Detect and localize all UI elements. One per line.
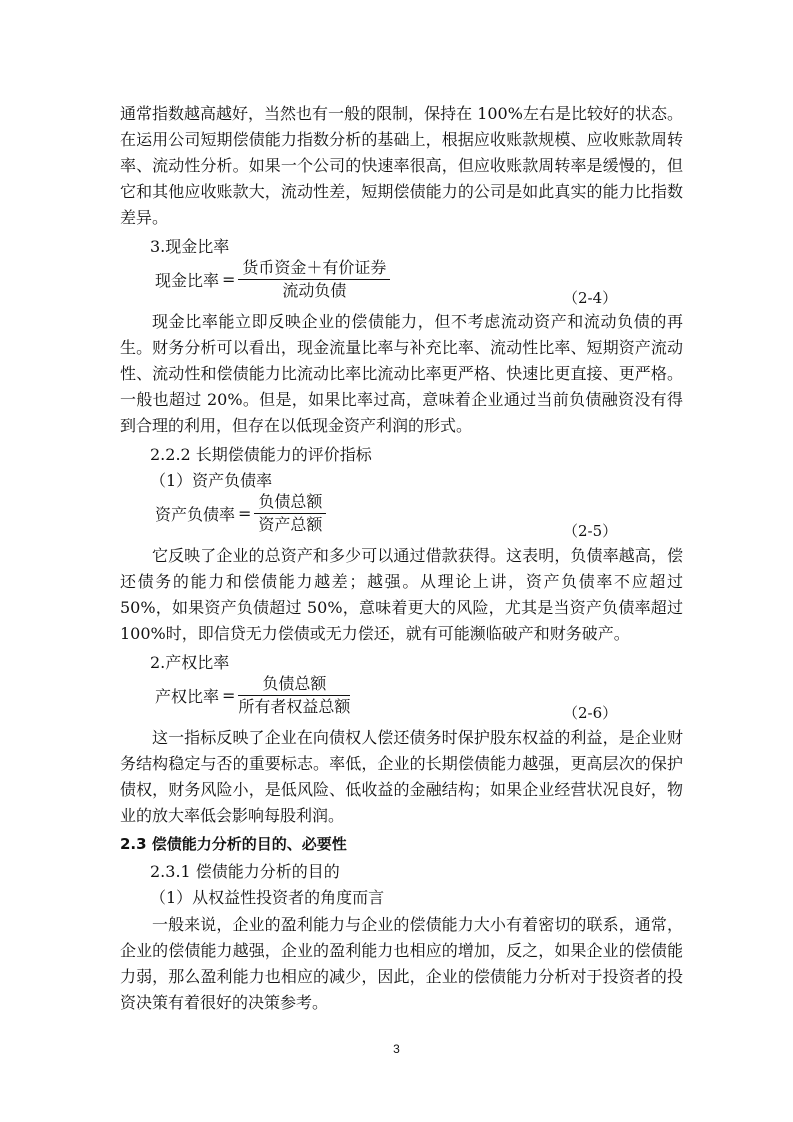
fraction <box>254 492 326 535</box>
subheading-equity-ratio: 2.产权比率 <box>150 653 230 672</box>
subheading-investor: （1）从权益性投资者的角度而言 <box>150 888 385 907</box>
fraction <box>238 258 390 301</box>
subheading-debt-ratio: （1）资产负债率 <box>150 471 273 490</box>
paragraph-short-term-continued: 通常指数越高越好，当然也有一般的限制，保持在 100%左右是比较好的状态。在运用公司短期偿债能力指数分析的基础上，根据应收账款规模、应收账款周转率、流动性分析。如果一个公司的快速率很高，但应收账款周转率是缓慢的，但它和其他应收账款大，流动性差，短期偿债能力的公司是如此真实的能力比指数差异。 <box>120 104 683 227</box>
subheading-purpose: 2.3.1 偿债能力分析的目的 <box>150 862 340 881</box>
section-heading: 2.3 偿债能力分析的目的、必要性 <box>120 835 347 853</box>
formula-equals: = <box>222 269 236 289</box>
paragraph-equity-ratio: 这一指标反映了企业在向债权人偿还债务时保护股东权益的利益，是企业财务结构稳定与否的重要标志。率低，企业的长期偿债能力越强，更高层次的保护债权，财务风险小，是低风险、低收益的金融结构；如果企业经营状况良好，物业的放大率低会影响每股利润。 <box>120 728 683 825</box>
equation-number: （2-6） <box>563 704 618 722</box>
fraction-denominator: 所有者权益总额 <box>238 696 351 716</box>
formula-2-4 <box>155 257 390 301</box>
formula-lhs: 资产负债率 <box>155 504 236 524</box>
fraction-numerator: 负债总额 <box>262 673 327 693</box>
formula-lhs: 产权比率 <box>155 686 220 706</box>
paragraph-investor: 一般来说，企业的盈利能力与企业的偿债能力大小有着密切的联系，通常，企业的偿债能力越强，企业的盈利能力也相应的增加，反之，如果企业的偿债能力弱，那么盈利能力也相应的减少，因此，企业的偿债能力分析对于投资者的投资决策有着很好的决策参考。 <box>120 915 683 1012</box>
paragraph-cash-ratio: 现金比率能立即反映企业的偿债能力，但不考虑流动资产和流动负债的再生。财务分析可以看出，现金流量比率与补充比率、流动性比率、短期资产流动性、流动性和偿债能力比流动比率比流动比率更严格、快速比更直接、更严格。一般也超过 20%。但是，如果比率过高，意味着企业通过当前负债融资没有得到合理的利用，但存在以低现金资产利润的形式。 <box>120 312 683 435</box>
fraction <box>238 674 350 717</box>
formula-2-5 <box>155 491 326 535</box>
formula-equals: = <box>222 685 236 705</box>
subheading-long-term: 2.2.2 长期偿债能力的评价指标 <box>150 445 372 464</box>
fraction-denominator: 资产总额 <box>258 514 323 534</box>
formula-equals: = <box>238 503 252 523</box>
fraction-denominator: 流动负债 <box>282 280 347 300</box>
fraction-numerator: 货币资金＋有价证券 <box>242 257 387 277</box>
formula-2-6 <box>155 673 350 717</box>
fraction-numerator: 负债总额 <box>258 491 323 511</box>
equation-number: （2-5） <box>563 522 618 540</box>
page-number: 3 <box>393 1042 400 1056</box>
equation-number: （2-4） <box>563 289 618 307</box>
subheading-cash-ratio: 3.现金比率 <box>150 237 230 256</box>
formula-lhs: 现金比率 <box>155 270 220 290</box>
paragraph-debt-ratio: 它反映了企业的总资产和多少可以通过借款获得。这表明，负债率越高，偿还债务的能力和偿债能力越差；越强。从理论上讲，资产负债率不应超过 50%，如果资产负债超过 50%，意味着更大的风险，尤其是当资产负债率超过 100%时，即信贷无力偿债或无力偿还，就有可能濒临破产和财务破产。 <box>120 546 683 643</box>
